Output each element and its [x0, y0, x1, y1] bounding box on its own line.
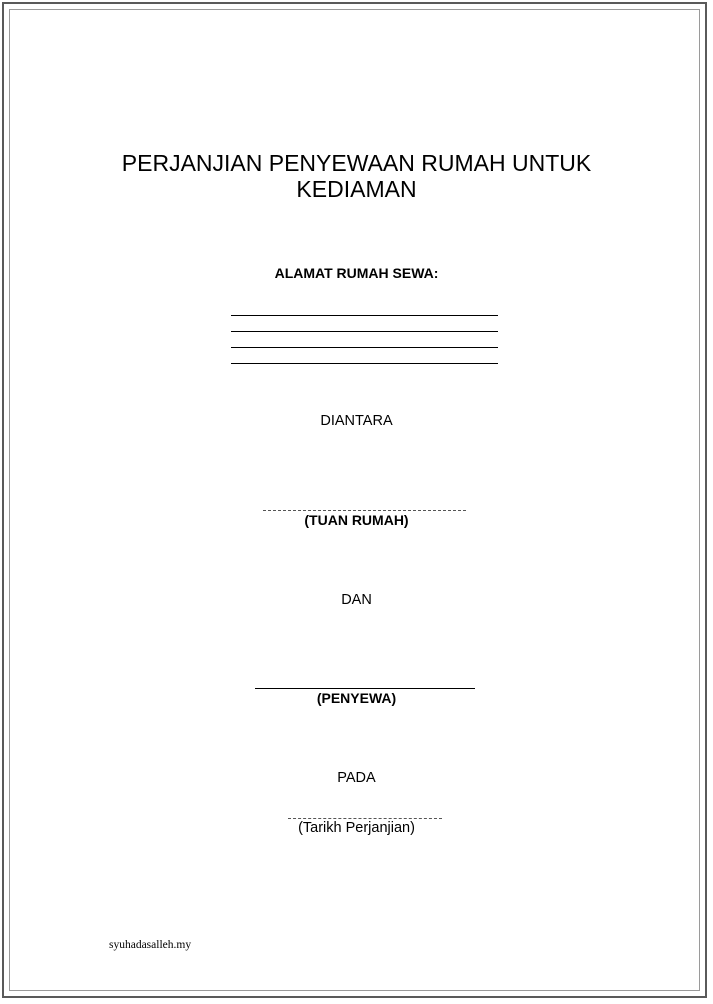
agreement-date-caption: (Tarikh Perjanjian): [298, 820, 415, 836]
address-line-3: [231, 347, 498, 348]
document-title: [0, 150, 713, 202]
footer-website: syuhadasalleh.my: [109, 939, 192, 951]
between-label: DIANTARA: [320, 413, 393, 429]
landlord-role-label: (TUAN RUMAH): [304, 512, 409, 528]
and-label: DAN: [341, 592, 372, 608]
address-heading: ALAMAT RUMAH SEWA:: [274, 265, 439, 281]
document-title-line-2: KEDIAMAN: [296, 176, 417, 202]
address-line-4: [231, 363, 498, 364]
agreement-date-line: [288, 818, 442, 819]
landlord-name-line: [263, 510, 466, 511]
on-label: PADA: [337, 770, 376, 786]
tenant-name-line: [255, 688, 475, 689]
address-line-2: [231, 331, 498, 332]
address-line-1: [231, 315, 498, 316]
document-title-line-1: PERJANJIAN PENYEWAAN RUMAH UNTUK: [121, 150, 592, 176]
tenant-role-label: (PENYEWA): [316, 690, 397, 706]
